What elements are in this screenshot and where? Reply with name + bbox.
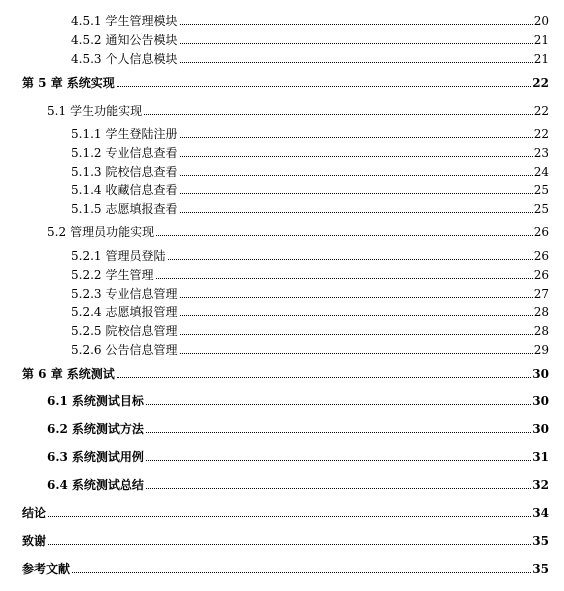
toc-entry-number: 4.5.1 [71, 14, 102, 28]
toc-entry-number: 4.5.2 [71, 33, 102, 47]
dot-leader [156, 235, 533, 236]
toc-entry[interactable] [71, 245, 549, 263]
toc-entry[interactable] [71, 339, 549, 357]
toc-entry-label [71, 127, 178, 141]
dot-leader [180, 315, 533, 316]
dot-leader [180, 137, 533, 138]
toc-entry-number: 5.1.2 [71, 146, 102, 160]
dot-leader [180, 193, 533, 194]
toc-entry-title: 系统测试总结 [71, 478, 144, 492]
dot-leader [146, 460, 531, 461]
toc-entry-label [47, 422, 144, 436]
toc-entry-title: 公告信息管理 [105, 343, 178, 357]
toc-entry-label [71, 305, 178, 319]
toc-entry-label [71, 146, 178, 160]
toc-entry-page-number: 27 [533, 287, 549, 301]
toc-entry[interactable] [71, 161, 549, 179]
toc-entry-number: 5.2.2 [71, 268, 102, 282]
toc-entry-title: 参考文献 [22, 562, 71, 576]
toc-entry-label [71, 202, 178, 216]
dot-leader [180, 43, 533, 44]
toc-entry-title: 通知公告模块 [105, 33, 178, 47]
toc-entry-number: 5.2.1 [71, 249, 102, 263]
dot-leader [117, 86, 532, 87]
toc-entry-number: 第 6 章 [22, 367, 63, 381]
toc-entry-page-number: 20 [533, 14, 549, 28]
toc-entry-label [71, 33, 178, 47]
toc-entry-number: 4.5.3 [71, 52, 102, 66]
toc-entry[interactable] [47, 100, 549, 118]
toc-entry-label [47, 104, 142, 118]
toc-entry-number: 5.1.1 [71, 127, 102, 141]
toc-entry-label [22, 562, 70, 576]
toc-entry[interactable] [71, 320, 549, 338]
toc-entry-title: 院校信息查看 [105, 165, 178, 179]
dot-leader [146, 404, 531, 405]
toc-entry-title: 致谢 [22, 534, 47, 548]
toc-entry[interactable] [47, 390, 549, 408]
toc-entry-page-number: 26 [533, 268, 549, 282]
toc-entry-page-number: 21 [533, 52, 549, 66]
toc-entry-label [71, 14, 178, 28]
toc-entry[interactable] [71, 10, 549, 28]
toc-entry-label [47, 394, 144, 408]
toc-entry-page-number: 26 [533, 249, 549, 263]
dot-leader [180, 353, 533, 354]
toc-entry-label [71, 249, 166, 263]
toc-entry-title: 院校信息管理 [105, 324, 178, 338]
toc-entry[interactable] [71, 142, 549, 160]
toc-entry-label [71, 52, 178, 66]
toc-entry[interactable] [47, 474, 549, 492]
toc-entry-title: 专业信息管理 [105, 287, 178, 301]
toc-entry-number: 第 5 章 [22, 76, 63, 90]
toc-entry-label [22, 506, 46, 520]
toc-entry-title: 系统测试用例 [71, 450, 144, 464]
toc-entry-title: 系统实现 [66, 76, 115, 90]
toc-entry-page-number: 25 [533, 183, 549, 197]
toc-entry-number: 5.2.6 [71, 343, 102, 357]
toc-entry-page-number: 22 [533, 104, 549, 118]
toc-entry-number: 6.3 [47, 450, 68, 464]
dot-leader [180, 62, 533, 63]
toc-entry-title: 结论 [22, 506, 47, 520]
toc-entry[interactable] [47, 221, 549, 239]
toc-entry-label [47, 478, 144, 492]
dot-leader [146, 488, 531, 489]
toc-entry[interactable] [71, 48, 549, 66]
toc-entry-page-number: 26 [533, 225, 549, 239]
toc-entry-number: 5.2.3 [71, 287, 102, 301]
toc-entry[interactable] [22, 530, 549, 548]
dot-leader [144, 114, 533, 115]
toc-entry[interactable] [71, 123, 549, 141]
toc-entry-page-number: 35 [532, 534, 549, 548]
toc-entry-label [71, 324, 178, 338]
toc-entry-page-number: 22 [532, 76, 549, 90]
toc-entry-title: 志愿填报查看 [105, 202, 178, 216]
toc-entry[interactable] [22, 363, 549, 381]
toc-entry-page-number: 32 [532, 478, 549, 492]
toc-entry-page-number: 28 [533, 324, 549, 338]
toc-entry-number: 5.2 [47, 225, 67, 239]
toc-entry-number: 5.1.3 [71, 165, 102, 179]
toc-entry-title: 系统测试目标 [71, 394, 144, 408]
dot-leader [48, 544, 531, 545]
toc-entry-label [71, 287, 178, 301]
toc-entry-number: 6.4 [47, 478, 68, 492]
toc-entry-number: 5.1.4 [71, 183, 102, 197]
toc-entry[interactable] [22, 72, 549, 90]
toc-entry-title: 志愿填报管理 [105, 305, 178, 319]
toc-entry-title: 个人信息模块 [105, 52, 178, 66]
toc-entry-title: 系统测试方法 [71, 422, 144, 436]
toc-entry-number: 6.1 [47, 394, 68, 408]
toc-entry[interactable] [22, 502, 549, 520]
toc-entry-page-number: 25 [533, 202, 549, 216]
dot-leader [180, 175, 533, 176]
toc-entry-title: 管理员功能实现 [70, 225, 155, 239]
toc-entry-page-number: 23 [533, 146, 549, 160]
toc-entry-title: 收藏信息查看 [105, 183, 178, 197]
toc-entry-title: 学生管理 [105, 268, 154, 282]
toc-entry-label [22, 534, 46, 548]
toc-entry-page-number: 30 [532, 394, 549, 408]
toc-entry-page-number: 28 [533, 305, 549, 319]
toc-entry-page-number: 34 [532, 506, 549, 520]
toc-entry-title: 学生功能实现 [70, 104, 143, 118]
toc-entry[interactable] [47, 418, 549, 436]
dot-leader [117, 377, 532, 378]
toc-entry-title: 管理员登陆 [105, 249, 166, 263]
dot-leader [146, 432, 531, 433]
toc-entry-title: 学生管理模块 [105, 14, 178, 28]
toc-entry-label [71, 165, 178, 179]
toc-entry[interactable] [71, 301, 549, 319]
toc-entry-title: 专业信息查看 [105, 146, 178, 160]
toc-entry[interactable] [71, 283, 549, 301]
toc-entry[interactable] [71, 179, 549, 197]
toc-entry-label [22, 76, 115, 90]
dot-leader [180, 156, 533, 157]
toc-entry-number: 5.2.4 [71, 305, 102, 319]
toc-entry-page-number: 29 [533, 343, 549, 357]
toc-entry-label [71, 268, 154, 282]
toc-entry-page-number: 30 [532, 422, 549, 436]
toc-entry-label [47, 450, 144, 464]
toc-entry-number: 5.1 [47, 104, 67, 118]
dot-leader [168, 259, 533, 260]
toc-entry-page-number: 24 [533, 165, 549, 179]
dot-leader [180, 334, 533, 335]
toc-entry-label [47, 225, 154, 239]
dot-leader [72, 572, 531, 573]
toc-entry[interactable] [71, 198, 549, 216]
toc-entry-label [71, 343, 178, 357]
dot-leader [48, 516, 531, 517]
toc-entry-number: 5.2.5 [71, 324, 102, 338]
toc-entry-title: 系统测试 [66, 367, 115, 381]
toc-entry-title: 学生登陆注册 [105, 127, 178, 141]
toc-entry-page-number: 35 [532, 562, 549, 576]
toc-entry-label [71, 183, 178, 197]
dot-leader [156, 278, 533, 279]
toc-entry-page-number: 31 [532, 450, 549, 464]
toc-entry[interactable] [71, 264, 549, 282]
toc-entry-page-number: 21 [533, 33, 549, 47]
toc-entry-number: 5.1.5 [71, 202, 102, 216]
toc-entry[interactable] [71, 29, 549, 47]
dot-leader [180, 24, 533, 25]
toc-entry-number: 6.2 [47, 422, 68, 436]
dot-leader [180, 212, 533, 213]
toc-entry-page-number: 22 [533, 127, 549, 141]
toc-entry[interactable] [47, 446, 549, 464]
toc-entry-page-number: 30 [532, 367, 549, 381]
toc-entry[interactable] [22, 558, 549, 576]
toc-entry-label [22, 367, 115, 381]
dot-leader [180, 297, 533, 298]
